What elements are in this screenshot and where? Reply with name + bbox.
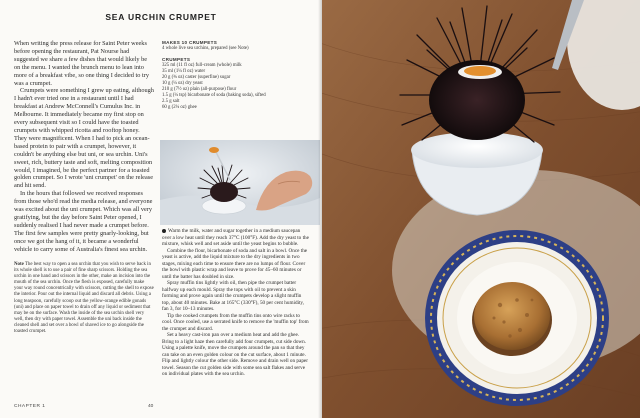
page-number: 40 [148,404,154,409]
note-text: The best way to open a sea urchin that you wish to serve back in its whole shell is to use a pair of fine sharp scissors. Holding the sea urchin in one hand and scissors in the other, make an incision into the mouth of the sea urchin. Once the flesh is exposed, carefully make your way round concentrically with scissors, cutting the shell to expose the interior. Pour out the internal liquid and discard all debris. Using a long teaspoon, carefully scoop out the yellow-orange edible gonads (uni) and place on paper towel to drain off any liquid or sediment that may be on the surface. Wash the inside of the sea urchin shell very well, then dry with paper towel. Assemble the uni back inside the cleaned shell and set over a bowl of shaved ice to go alongside the toasted crumpet. [14,262,154,335]
method-text [162,228,310,378]
intro-paragraph: In the hours that followed we received responses from those who'd read the media release, and everyone was excited about the uni crumpet. Which was all very gratifying, but the day before Saint Peter opened, I suddenly realised I had never made a crumpet before. The first few samples were pretty gnarly-looking, but once we got the hang of it, it became a wonderful vehicle to carry some of Australia's finest sea urchin. [14,190,153,253]
makes-header: MAKES 10 CRUMPETS [162,40,218,45]
ingredient-item: 20 g (¾ oz) caster (superfine) sugar [162,75,231,80]
method-step: Combine the flour, bicarbonate of soda and salt in a bowl. Once the yeast is active, add the liquid mixture to the dry ingredients in two stages, mixing each time to ensure there are no lumps of flour. Cover the bowl with plastic wrap and leave to prove for 45–60 minutes or until the batter has doubled in size. [162,247,308,280]
intro-paragraph: When writing the press release for Saint Peter weeks before opening the restaurant, Pat Nourse had suggested we share a few dishes that would likely be on the menu. I wanted the brunch menu to lean into more of a breakfast vibe, so one thing I decided to try was a crumpet. [14,40,149,87]
crumpets-header: CRUMPETS [162,57,191,62]
method-step: Tip the cooked crumpets from the muffin tins onto wire racks to cool. Once cooled, use a serrated knife to remove the 'muffin top' from the crumpet and discard. [162,312,309,332]
ingredient-item: 210 g (7½ oz) plain (all-purpose) flour [162,87,237,92]
right-page-photo [322,0,640,418]
ingredient-item: 10 g (¼ oz) dry yeast [162,81,203,86]
hand-urchin-photo [160,140,320,225]
ingredient-item: 325 ml (11 fl oz) full-cream (whole) milk [162,63,242,68]
intro-paragraph: Crumpets were something I grew up eating, although I hadn't ever tried one in a restaurant until I had breakfast at Andrew McConnell's Cumulus Inc. in Melbourne. It immediately became my first stop on every subsequent visit so I could have the toasted crumpets with whipped ricotta and rooftop honey. They were magnificent. When I had to pick an ocean-based protein to pair with a crumpet, however, it couldn't be anything else but uni, or sea urchin. Uni's sweet, rich, buttery taste and soft, melting composition would, I imagined, be the perfect partner for a toasted golden crumpet. So I wrote 'uni crumpet' on the release and hit send. [14,87,154,190]
bullet-icon [162,229,166,233]
ingredient-item: 60 g (2¼ oz) ghee [162,105,197,110]
ingredients-block [162,40,312,111]
chapter-label: CHAPTER 1 [14,404,46,409]
method-step: Set a heavy cast-iron pan over a medium heat and add the ghee. Bring to a light haze then carefully add four crumpets, cut side down. Using a palette knife, move the crumpets around the pan so that they can take on an even golden colour on the cut surface, about 1 minute. Flip and lightly colour the other side. Remove and drain well on paper towel. Season the cut golden side with some sea salt flakes and serve on individual plates with the sea urchin. [162,332,308,377]
recipe-title: SEA URCHIN CRUMPET [105,12,217,22]
makes-line: 4 whole live sea urchins, prepared (see Note) [162,46,249,51]
food-photo [322,0,640,418]
intro-text [14,40,154,253]
ingredient-item: 1.5 g (¼ tsp) bicarbonate of soda (baking soda), sifted [162,93,266,98]
note-label: Note [14,262,24,267]
method-step: Warm the milk, water and sugar together in a medium saucepan over a low heat until they reach 37°C (100°F). Add the dry yeast to the mixture, whisk well and set aside until the yeast begins to bubble. [162,228,309,247]
method-step: Spray muffin tins lightly with oil, then pipe the crumpet batter halfway up each mould. Spray the tops with oil to prevent a skin forming and prove again until the crumpets develop a slight muffin top, about 40 minutes. Bake at 165°C (330°F), 50 per cent humidity, fan 3, for 10–13 minutes. [162,280,304,312]
ingredient-item: 35 ml (1¼ fl oz) water [162,69,206,74]
note-block [14,262,154,335]
ingredient-item: 2.5 g salt [162,99,180,104]
